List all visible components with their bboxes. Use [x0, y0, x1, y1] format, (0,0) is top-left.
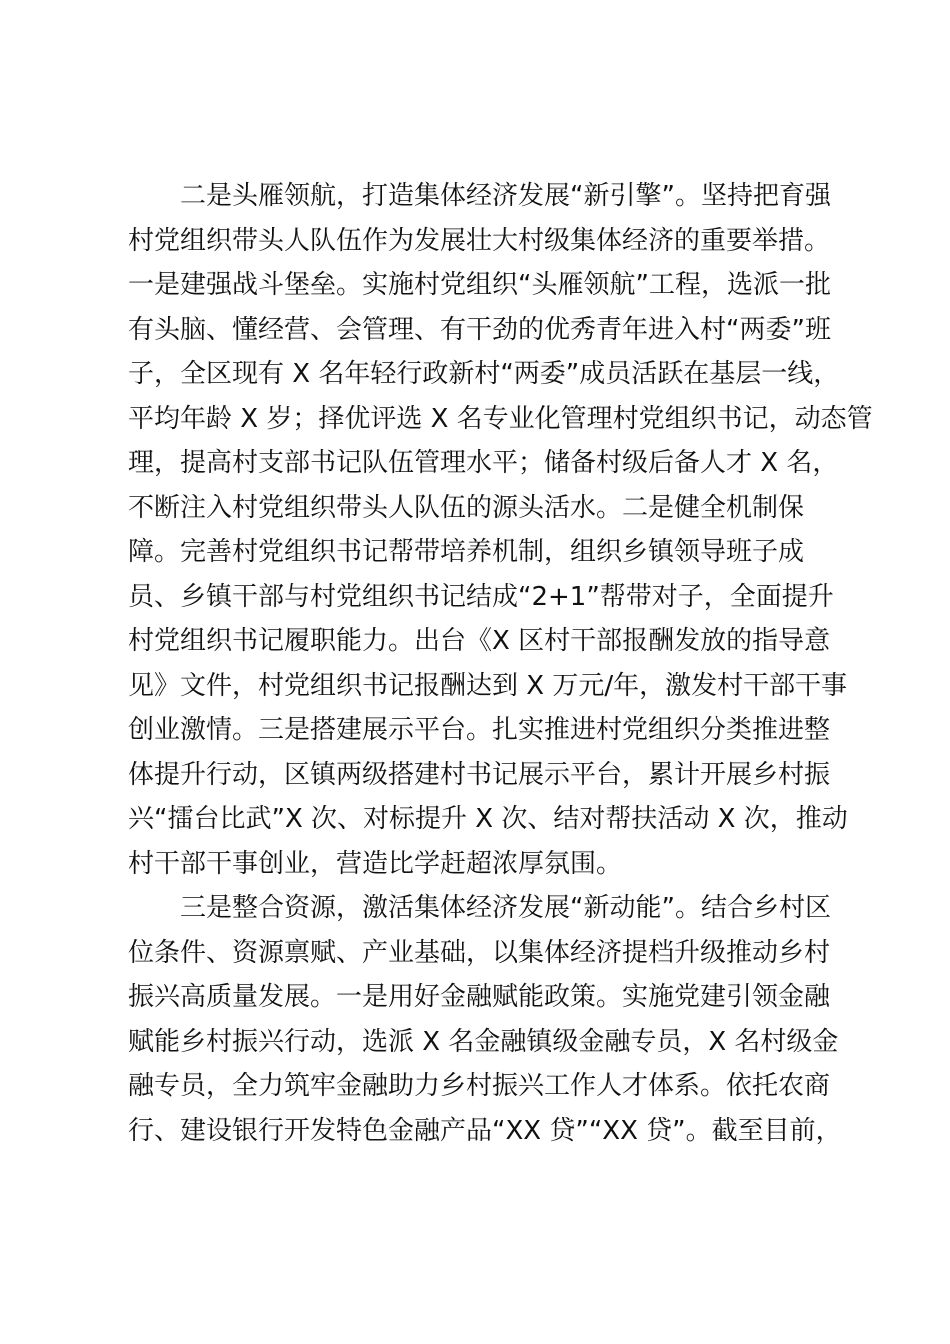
- text-line: 见》文件，村党组织书记报酬达到 X 万元/年，激发村干部干事: [128, 670, 848, 701]
- text-line: 村党组织带头人队伍作为发展壮大村级集体经济的重要举措。: [128, 225, 831, 256]
- text-line: 融专员，全力筑牢金融助力乡村振兴工作人才体系。依托农商: [128, 1071, 831, 1101]
- text-line: 村干部干事创业，营造比学赶超浓厚氛围。: [128, 848, 623, 879]
- text-line: 振兴高质量发展。一是用好金融赋能政策。实施党建引领金融: [128, 982, 831, 1012]
- text-line: 创业激情。三是搭建展示平台。扎实推进村党组织分类推进整: [128, 715, 831, 745]
- text-line: 赋能乡村振兴行动，选派 X 名金融镇级金融专员，X 名村级金: [128, 1026, 839, 1057]
- text-line: 位条件、资源禀赋、产业基础，以集体经济提档升级推动乡村: [128, 937, 831, 968]
- text-line: 不断注入村党组织带头人队伍的源头活水。二是健全机制保: [128, 492, 805, 523]
- text-line: 理，提高村支部书记队伍管理水平；储备村级后备人才 X 名，: [128, 448, 839, 478]
- text-line: 二是头雁领航，打造集体经济发展“新引擎”。坚持把育强: [180, 181, 831, 211]
- text-line: 平均年龄 X 岁；择优评选 X 名专业化管理村党组织书记，动态管: [128, 403, 873, 434]
- text-line: 村党组织书记履职能力。出台《X 区村干部报酬发放的指导意: [128, 626, 831, 656]
- text-line: 一是建强战斗堡垒。实施村党组织“头雁领航”工程，选派一批: [128, 270, 831, 300]
- text-line: 行、建设银行开发特色金融产品“XX 贷”“XX 贷”。截至目前，: [128, 1115, 842, 1146]
- text-line: 员、乡镇干部与村党组织书记结成“2+1”帮带对子，全面提升: [128, 581, 834, 612]
- text-line: 三是整合资源，激活集体经济发展“新动能”。结合乡村区: [180, 893, 831, 923]
- paragraph-1: [128, 174, 873, 886]
- text-line: 体提升行动，区镇两级搭建村书记展示平台，累计开展乡村振: [128, 759, 831, 790]
- text-line: 子，全区现有 X 名年轻行政新村“两委”成员活跃在基层一线，: [128, 359, 840, 389]
- text-line: 有头脑、懂经营、会管理、有干劲的优秀青年进入村“两委”班: [128, 314, 831, 345]
- body-text: [128, 174, 873, 1153]
- text-line: 障。完善村党组织书记帮带培养机制，组织乡镇领导班子成: [128, 537, 805, 567]
- paragraph-2: [128, 886, 842, 1153]
- text-line: 兴“擂台比武”X 次、对标提升 X 次、结对帮扶活动 X 次，推动: [128, 804, 848, 834]
